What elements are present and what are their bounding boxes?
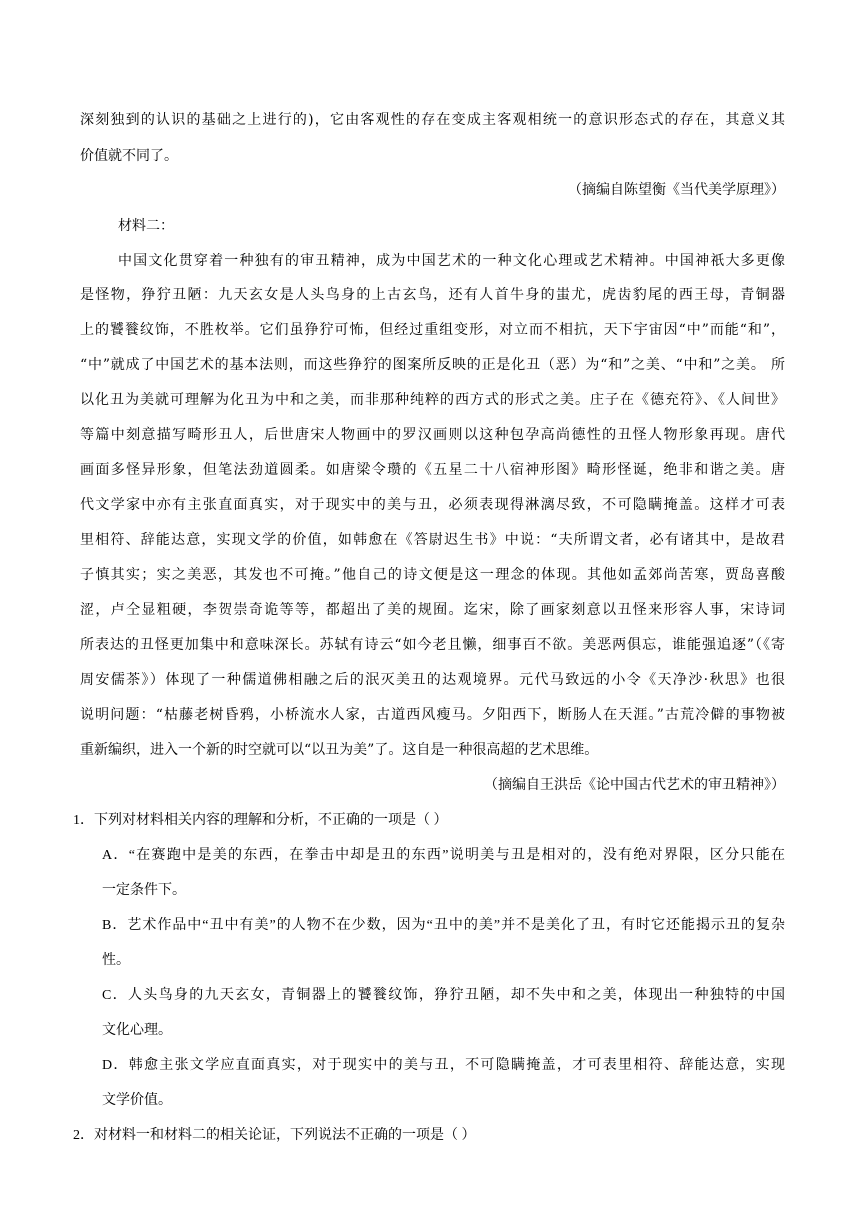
material2-line: 是怪物，狰狞丑陋：九天玄女是人头鸟身的上古玄鸟，还有人首牛身的蚩尤，虎齿豹尾的西王母，青铜器 <box>80 287 785 303</box>
question1-option-c-line2: 文化心理。 <box>102 1023 172 1038</box>
material2-line: 说明问题：“枯藤老树昏鸦，小桥流水人家，古道西风瘦马。夕阳西下，断肠人在天涯。”古荒冷僻的事物被 <box>80 707 785 723</box>
question1-option-b-line1: B．艺术作品中“丑中有美”的人物不在少数，因为“丑中的美”并不是美化了丑，有时它还能揭示丑的复杂 <box>102 918 785 933</box>
question1-option-b-line2: 性。 <box>102 953 130 968</box>
material2-line: 子慎其实；实之美恶，其发也不可掩。”他自己的诗文便是这一理念的体现。其他如孟郊尚苦寒，贾岛喜酸 <box>80 567 785 583</box>
material1-source: （摘编自陈望衡《当代美学原理》） <box>568 182 785 198</box>
question1-option-c-line1: C．人头鸟身的九天玄女，青铜器上的饕餮纹饰，狰狞丑陋，却不失中和之美，体现出一种独特的中国 <box>102 988 785 1003</box>
material2-line: 等篇中刻意描写畸形丑人，后世唐宋人物画中的罗汉画则以这种包孕高尚德性的丑怪人物形象再现。唐代 <box>80 427 785 443</box>
material2-line: 重新编织，进入一个新的时空就可以“以丑为美”了。这自是一种很高超的艺术思维。 <box>80 742 599 758</box>
material2-line: 所表达的丑怪更加集中和意味深长。苏轼有诗云“如今老且懒，细事百不欲。美恶两俱忘，谁能强追逐”（《寄 <box>80 637 785 653</box>
material2-heading: 材料二： <box>118 218 174 234</box>
question1-option-d-line1: D．韩愈主张文学应直面真实，对于现实中的美与丑，不可隐瞒掩盖，才可表里相符、辞能达意，实现 <box>102 1058 785 1073</box>
question1-option-d-line2: 文学价值。 <box>102 1093 172 1108</box>
material2-line: 上的饕餮纹饰，不胜枚举。它们虽狰狞可怖，但经过重组变形，对立而不相抗，天下宇宙因“中”而能“和”， <box>80 322 785 338</box>
material2-line: 周安儒茶》）体现了一种儒道佛相融之后的泯灭美丑的达观境界。元代马致远的小令《天净沙·秋思》也很 <box>80 672 785 688</box>
material2-line: “中”就成了中国艺术的基本法则，而这些狰狞的图案所反映的正是化丑（恶）为“和”之美、“中和”之美。 所 <box>80 357 785 373</box>
material2-line: 涩，卢仝显粗硬，李贺崇奇诡等等，都超出了美的规囿。迄宋，除了画家刻意以丑怪来形容人事，宋诗词 <box>80 602 785 618</box>
question1-option-a-line1: A．“在赛跑中是美的东西，在拳击中却是丑的东西”说明美与丑是相对的，没有绝对界限，区分只能在 <box>102 848 785 863</box>
material2-line: 代文学家中亦有主张直面真实，对于现实中的美与丑，必须表现得淋漓尽致，不可隐瞒掩盖。这样才可表 <box>80 497 785 513</box>
material2-source: （摘编自王洪岳《论中国古代艺术的审丑精神》） <box>484 777 785 793</box>
material2-line: 里相符、辞能达意，实现文学的价值，如韩愈在《答尉迟生书》中说：“夫所谓文者，必有诸其中，是故君 <box>80 532 785 548</box>
material1-line-1: 深刻独到的认识的基础之上进行的)，它由客观性的存在变成主客观相统一的意识形态式的存在，其意义其 <box>80 112 785 128</box>
material2-line: 以化丑为美就可理解为化丑为中和之美，而非那种纯粹的西方式的形式之美。庄子在《德充符》、《人间世》 <box>80 392 785 408</box>
question2-stem: 2．对材料一和材料二的相关论证，下列说法不正确的一项是（ ） <box>73 1128 476 1143</box>
material1-line-2: 价值就不同了。 <box>80 148 178 164</box>
question1-option-a-line2: 一定条件下。 <box>102 883 186 898</box>
question1-stem: 1．下列对材料相关内容的理解和分析，不正确的一项是（ ） <box>73 813 448 828</box>
material2-line: 中国文化贯穿着一种独有的审丑精神，成为中国艺术的一种文化心理或艺术精神。中国神祇大多更像 <box>118 253 785 269</box>
material2-line: 画面多怪异形象，但笔法劲道圆柔。如唐梁令瓒的《五星二十八宿神形图》畸形怪诞，绝非和谐之美。唐 <box>80 462 785 478</box>
